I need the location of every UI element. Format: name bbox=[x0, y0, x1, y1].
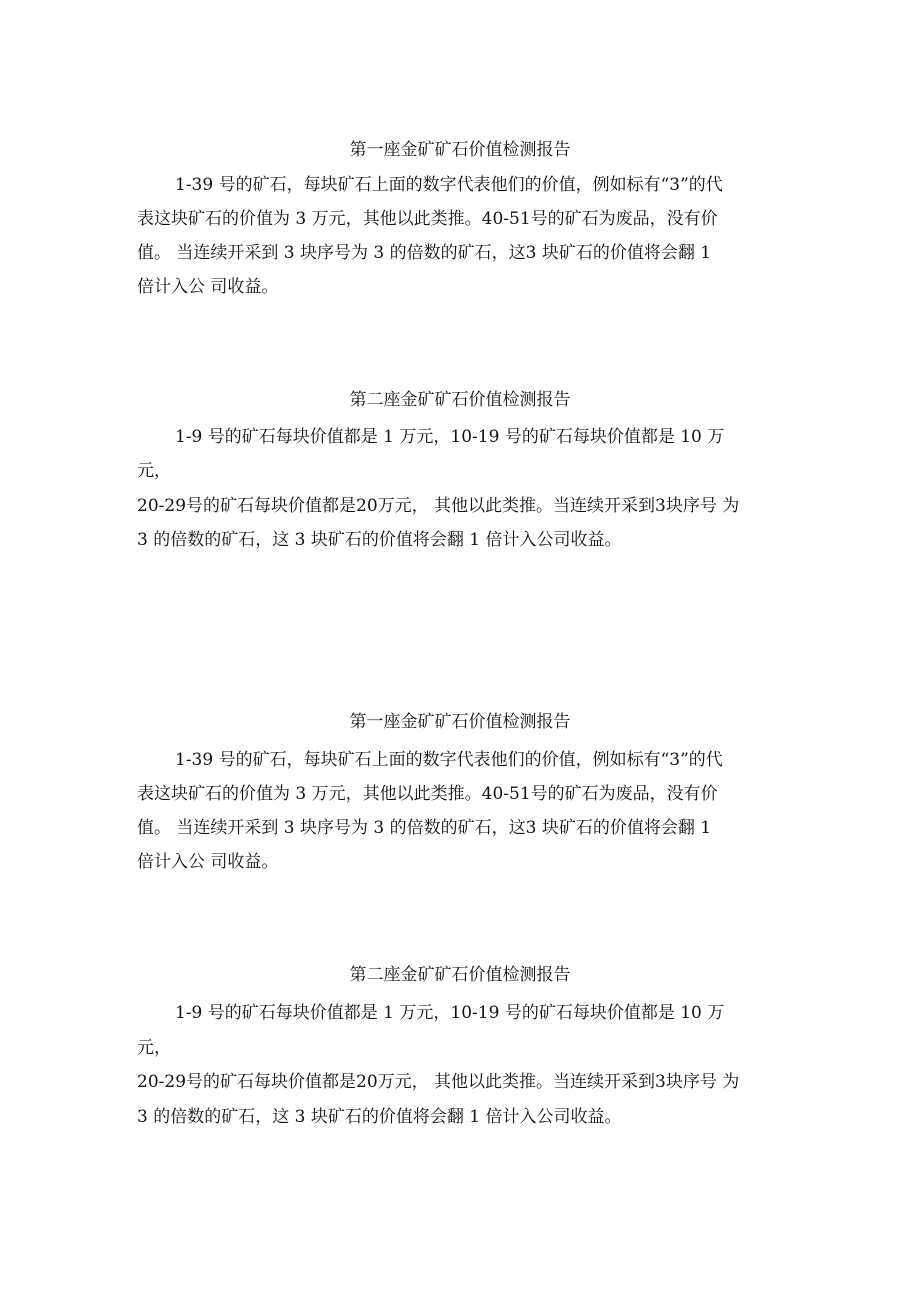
report-line: 表这块矿石的价值为 3 万元，其他以此类推。40-51号的矿石为废品，没有价 bbox=[137, 784, 718, 804]
report-line: 倍计入公 司收益。 bbox=[137, 852, 279, 872]
report-line: 元， bbox=[137, 1038, 171, 1058]
report-line: 20-29号的矿石每块价值都是20万元， 其他以此类推。当连续开采到3块序号 为 bbox=[137, 496, 740, 516]
report-line: 1-39 号的矿石，每块矿石上面的数字代表他们的价值，例如标有“3”的代 bbox=[175, 750, 723, 770]
report-title: 第二座金矿矿石价值检测报告 bbox=[349, 390, 571, 410]
report-line: 倍计入公 司收益。 bbox=[137, 277, 279, 297]
report-line: 1-9 号的矿石每块价值都是 1 万元，10-19 号的矿石每块价值都是 10 万 bbox=[175, 1003, 725, 1023]
report-title: 第一座金矿矿石价值检测报告 bbox=[349, 140, 571, 160]
report-line: 表这块矿石的价值为 3 万元，其他以此类推。40-51号的矿石为废品，没有价 bbox=[137, 209, 718, 229]
report-title: 第一座金矿矿石价值检测报告 bbox=[349, 712, 571, 732]
report-line: 值。 当连续开采到 3 块序号为 3 的倍数的矿石，这3 块矿石的价值将会翻 1 bbox=[137, 243, 712, 263]
report-line: 元， bbox=[137, 461, 171, 481]
report-title: 第二座金矿矿石价值检测报告 bbox=[349, 965, 571, 985]
report-line: 20-29号的矿石每块价值都是20万元， 其他以此类推。当连续开采到3块序号 为 bbox=[137, 1072, 740, 1092]
report-line: 3 的倍数的矿石，这 3 块矿石的价值将会翻 1 倍计入公司收益。 bbox=[137, 1107, 622, 1127]
report-line: 3 的倍数的矿石，这 3 块矿石的价值将会翻 1 倍计入公司收益。 bbox=[137, 530, 622, 550]
report-line: 1-39 号的矿石，每块矿石上面的数字代表他们的价值，例如标有“3”的代 bbox=[175, 175, 723, 195]
report-line: 值。 当连续开采到 3 块序号为 3 的倍数的矿石，这3 块矿石的价值将会翻 1 bbox=[137, 818, 712, 838]
report-line: 1-9 号的矿石每块价值都是 1 万元，10-19 号的矿石每块价值都是 10 万 bbox=[175, 427, 725, 447]
